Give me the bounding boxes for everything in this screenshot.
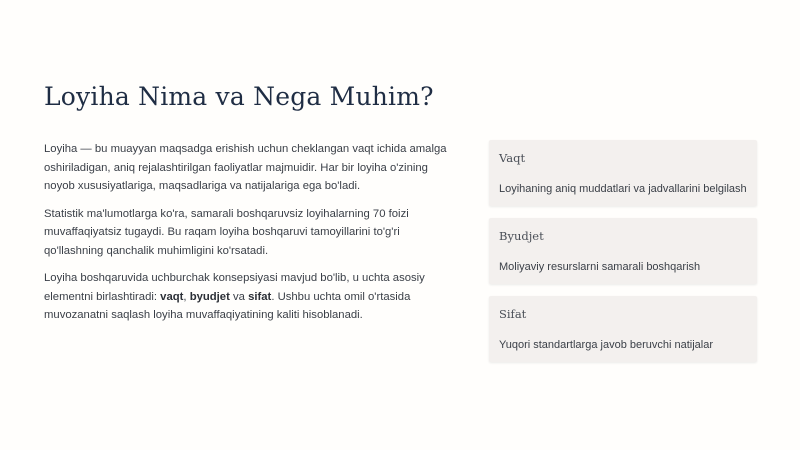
- term-vaqt: vaqt: [160, 290, 184, 303]
- cards-column: [489, 140, 757, 374]
- intro-text: [44, 140, 460, 334]
- card-title: Byudjet: [499, 229, 544, 243]
- separator: ,: [183, 290, 190, 303]
- separator: va: [229, 290, 249, 303]
- triangle-text-start: Loyiha boshqaruvida uchburchak konsepsiyasi mavjud bo'lib, u uchta asosiy elementni birlashtiradi:: [44, 272, 425, 303]
- card-title: Sifat: [499, 307, 527, 321]
- card-sifat: [489, 296, 757, 362]
- card-description: Moliyaviy resurslarni samarali boshqarish: [499, 261, 701, 273]
- term-byudjet: byudjet: [189, 290, 230, 303]
- card-description: Loyihaning aniq muddatlari va jadvallarini belgilash: [499, 183, 747, 195]
- paragraph-definition: Loyiha — bu muayyan maqsadga erishish uchun cheklangan vaqt ichida amalga oshiriladigan, aniq rejalashtirilgan faoliyatlar majmuidir. Har bir loyiha o'zining noyob xususiyatlariga, maqsadlariga va natijalariga ega bo'ladi.: [44, 143, 447, 192]
- paragraph-triangle: [44, 269, 460, 325]
- paragraph-statistics: Statistik ma'lumotlarga ko'ra, samarali boshqaruvsiz loyihalarning 70 foizi muvaffaqiyatsiz tugaydi. Bu raqam loyiha boshqaruvi tamoyillarini to'g'ri qo'llashning qanchalik muhimligini ko'rsatadi.: [44, 207, 409, 257]
- triangle-text-end: . Ushbu uchta omil o'rtasida muvozanatni saqlash loyiha muvaffaqiyatining kaliti hisoblanadi.: [44, 290, 411, 321]
- card-description: Yuqori standartlarga javob beruvchi natijalar: [499, 339, 714, 351]
- term-sifat: sifat: [248, 290, 272, 303]
- page-title: Loyiha Nima va Nega Muhim?: [44, 82, 434, 111]
- card-byudjet: [489, 218, 757, 284]
- card-title: Vaqt: [499, 151, 526, 165]
- card-vaqt: [489, 140, 757, 206]
